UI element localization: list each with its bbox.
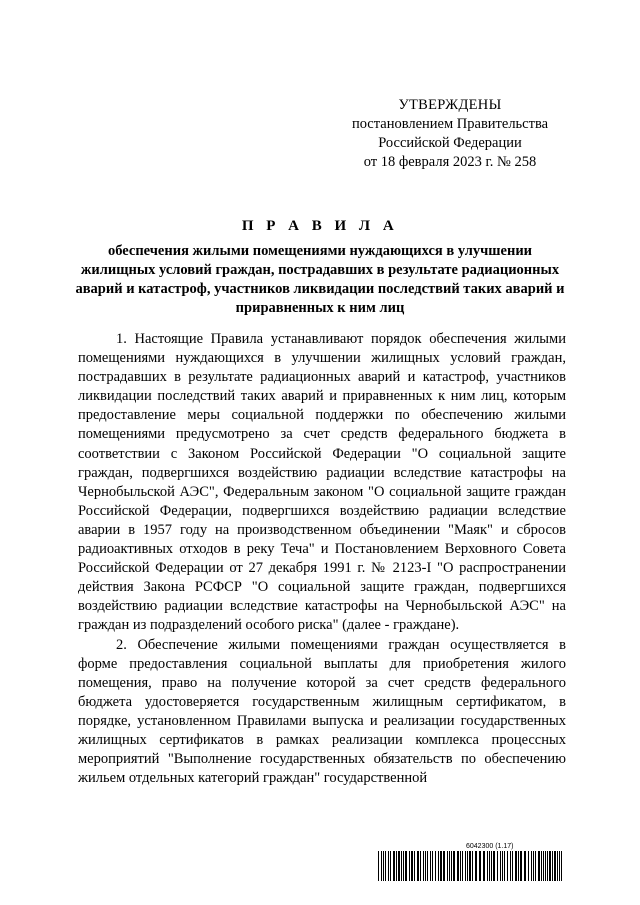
approval-line-1: постановлением Правительства [351, 116, 549, 132]
approval-line-3: от 18 февраля 2023 г. № 258 [363, 154, 537, 170]
paragraph-2: 2. Обеспечение жилыми помещениями граждан осуществляется в форме предоставления социальной выплаты для приобретения жилого помещения, право на получение которой за счет средств федерального бюджета удостоверяется государственным жилищным сертификатом, в порядке, установленном Правилами выпуска и реализации государственных жилищных сертификатов в рамках реализации комплекса процессных мероприятий "Выполнение государственных обязательств по обеспечению жильем отдельных категорий граждан" государственной [78, 636, 566, 787]
approval-title: УТВЕРЖДЕНЫ [398, 97, 502, 113]
barcode-image [378, 851, 564, 881]
document-subtitle: обеспечения жилыми помещениями нуждающихся в улучшении жилищных условий граждан, пострадавших в результате радиационных аварий и катастроф, участников ликвидации последствий таких аварий и приравненных к ним лиц [75, 243, 565, 316]
approval-line-2: Российской Федерации [378, 135, 522, 151]
paragraph-1: 1. Настоящие Правила устанавливают порядок обеспечения жилыми помещениями нуждающихся в улучшении жилищных условий граждан, пострадавших в результате радиационных аварий и катастроф, участников ликвидации последствий таких аварий и приравненных к ним лиц, которым предоставление меры социальной поддержки по обеспечению жилыми помещениями предусмотрено за счет средств федерального бюджета в соответствии с Законом Российской Федерации "О социальной защите граждан, подвергшихся воздействию радиации вследствие катастрофы на Чернобыльской АЭС", Федеральным законом "О социальной защите граждан Российской Федерации, подвергшихся воздействию радиации вследствие аварии в 1957 году на производственном объединении "Маяк" и сбросов радиоактивных отходов в реку Теча" и Постановлением Верховного Совета Российской Федерации от 27 декабря 1991 г. № 2123-I "О распространении действия Закона РСФСР "О социальной защите граждан, подвергшихся воздействию радиации вследствие катастрофы на Чернобыльской АЭС" на граждан из подразделений особого риска" (далее - граждане). [78, 331, 566, 634]
approval-block [330, 96, 570, 172]
barcode-label: 6042300 (1.17) [466, 843, 514, 850]
document-body [78, 330, 566, 788]
document-title: П Р А В И Л А [241, 218, 399, 234]
